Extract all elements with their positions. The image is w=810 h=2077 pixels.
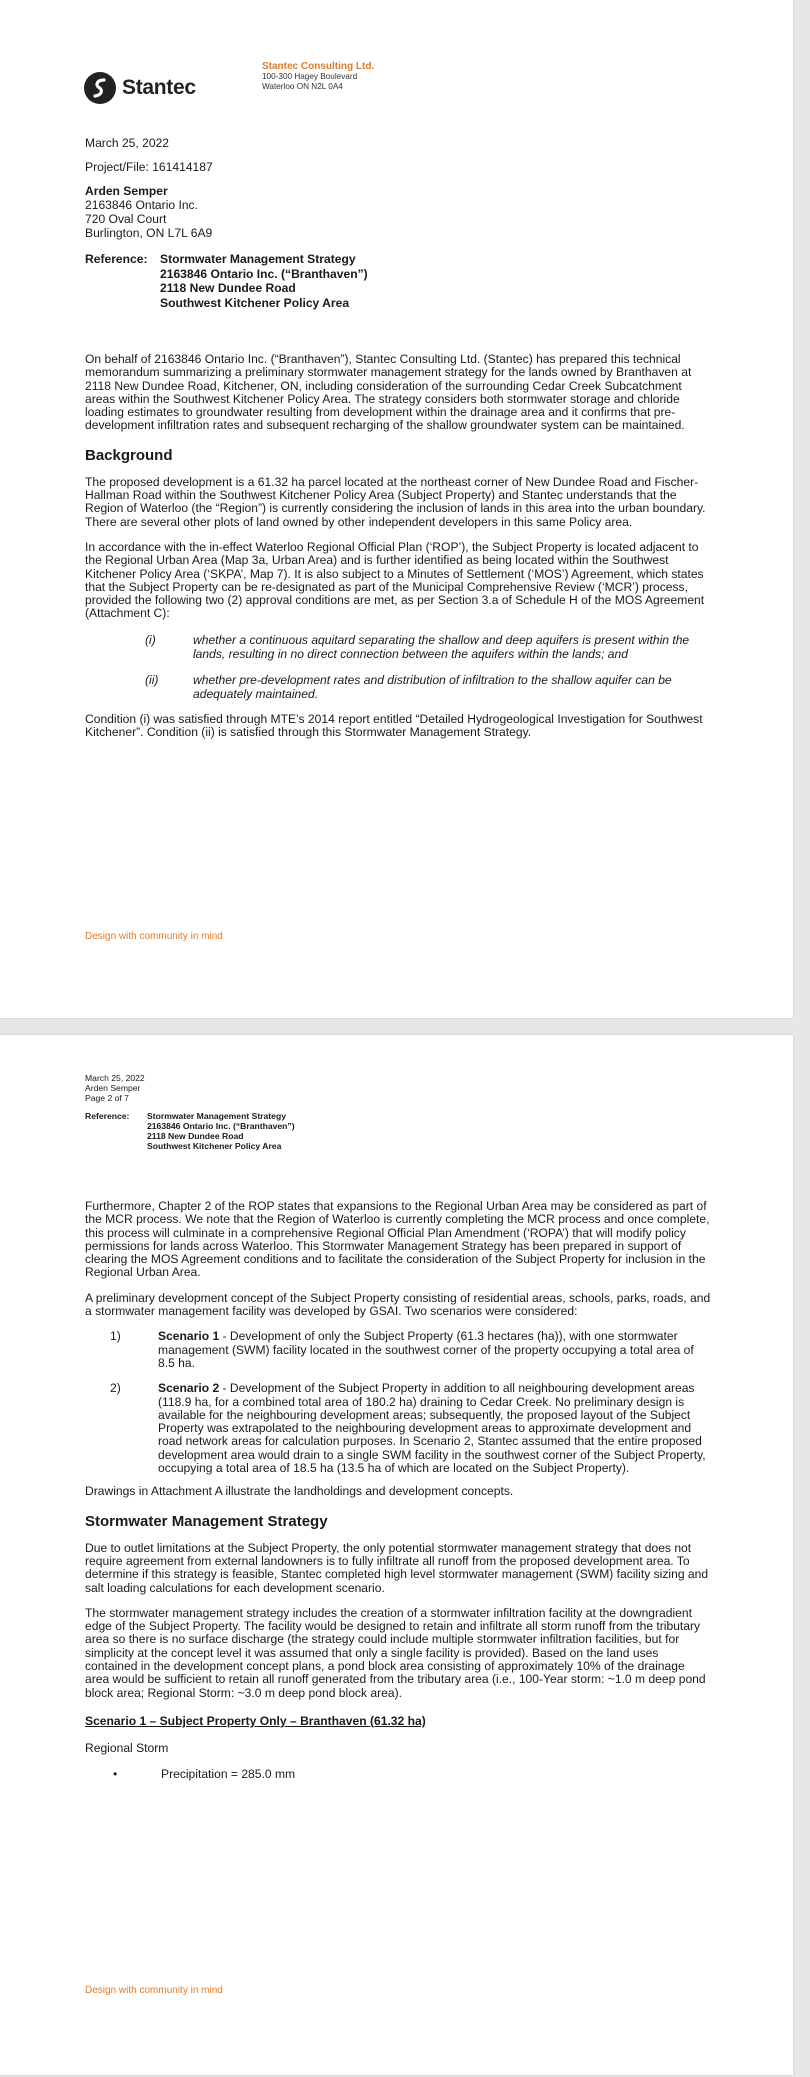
letter-page-1	[0, 0, 793, 1018]
reference-line: 2118 New Dundee Road	[147, 1131, 244, 1142]
reference-line: 2163846 Ontario Inc. (“Branthaven”)	[160, 266, 368, 281]
page-number: Page 2 of 7	[85, 1093, 129, 1104]
swm-heading: Stormwater Management Strategy	[85, 1512, 328, 1530]
bullet-dot: •	[113, 1767, 118, 1782]
page2-reference-block	[85, 1111, 711, 1152]
precipitation-item: Precipitation = 285.0 mm	[161, 1767, 296, 1782]
reference-block	[85, 252, 711, 310]
page2-paragraph-1: Furthermore, Chapter 2 of the ROP states that expansions to the Regional Urban Area may be considered as part of the MCR process. We note that the Region of Waterloo is currently completing the MCR process and once complete, this process will culminate in a comprehensive Regional Official Plan Amendment (‘ROPA’) that will modify policy permissions for lands across Waterloo. This Stormwater Management Strategy has been prepared in support of clearing the MOS Agreement conditions and to facilitate the consideration of the Subject Property for inclusion in the Regional Urban Area.	[85, 1199, 710, 1280]
page2-recipient: Arden Semper	[85, 1083, 141, 1094]
background-paragraph-3: Condition (i) was satisfied through MTE’s 2014 report entitled “Detailed Hydrogeological Investigation for Southwest Kitchener”. Condition (ii) is satisfied through this Stormwater Management Strategy.	[85, 711, 703, 740]
reference-line: Southwest Kitchener Policy Area	[147, 1141, 282, 1152]
scenario-item	[85, 1330, 711, 1370]
condition-number: (ii)	[145, 672, 159, 687]
reference-line: 2118 New Dundee Road	[160, 281, 296, 295]
scenario-title: Scenario 1	[158, 1329, 220, 1344]
page2-paragraph-3: Drawings in Attachment A illustrate the landholdings and development concepts.	[85, 1484, 514, 1499]
scenario-number: 2)	[110, 1381, 121, 1396]
page1-body	[85, 353, 711, 739]
background-paragraph-2: In accordance with the in-effect Waterloo Regional Official Plan (‘ROP’), the Subject Property is located adjacent to the Regional Urban Area (Map 3a, Urban Area) and is further identified as being located within the Southwest Kitchener Policy Area (‘SKPA’, Map 7). It is also subject to a Minutes of Settlement (‘MOS’) Agreement, which states that the Subject Property can be re-designated as part of the Municipal Comprehensive Review (‘MCR’) process, provided the following two (2) approval conditions are met, as per Section 3.a of Schedule H of the MOS Agreement (Attachment C):	[85, 539, 705, 621]
reference-line: 2163846 Ontario Inc. (“Branthaven”)	[147, 1120, 295, 1131]
reference-line: Stormwater Management Strategy	[147, 1110, 286, 1121]
condition-text: whether pre-development rates and distribution of infiltration to the shallow aquifer can be adequately maintained.	[193, 672, 672, 701]
letter-meta	[85, 136, 711, 310]
regional-storm-label: Regional Storm	[85, 1740, 169, 1755]
page2-paragraph-2: A preliminary development concept of the Subject Property consisting of residential areas, schools, parks, roads, and a stormwater management facility was developed by GSAI. Two scenarios were considered:	[85, 1290, 711, 1319]
reference-line: Southwest Kitchener Policy Area	[160, 295, 350, 310]
condition-number: (i)	[145, 632, 156, 647]
project-file: Project/File: 161414187	[85, 160, 213, 174]
company-name: Stantec Consulting Ltd.	[262, 61, 375, 72]
page1-footer: Design with community in mind	[85, 931, 223, 942]
scenario-text: - Development of only the Subject Property (61.3 hectares (ha)), with one stormwater management (SWM) facility located in the southwest corner of the property occupying a total area of 8.5 ha.	[158, 1329, 694, 1370]
letter-page-2	[0, 1035, 793, 2075]
scenario-number: 1)	[110, 1329, 121, 1344]
stantec-logo	[84, 72, 196, 104]
background-paragraph-1: The proposed development is a 61.32 ha parcel located at the northeast corner of New Dundee Road and Fischer-Hallman Road within the Southwest Kitchener Policy Area (Subject Property) and Stantec understands that the Region of Waterloo (the “Region”) is currently considering the inclusion of lands in this area into the urban boundary. There are several other plots of land owned by other independent developers in this same Policy area.	[85, 474, 706, 529]
company-address-line2: Waterloo ON N2L 0A4	[262, 82, 343, 91]
company-address-line1: 100-300 Hagey Boulevard	[262, 72, 358, 81]
logo-text: Stantec	[122, 76, 196, 99]
recipient-address	[85, 184, 711, 240]
company-address-block	[262, 62, 374, 92]
recipient-name: Arden Semper	[85, 184, 168, 198]
page2-date: March 25, 2022	[85, 1073, 145, 1083]
stantec-logo-icon	[84, 72, 116, 104]
scenario-item	[85, 1382, 711, 1475]
recipient-company: 2163846 Ontario Inc.	[85, 198, 198, 212]
reference-line: Stormwater Management Strategy	[160, 252, 356, 266]
page2-body	[85, 1200, 711, 1781]
condition-text: whether a continuous aquitard separating the shallow and deep aquifers is present within the lands, resulting in no direct connection between the aquifers within the lands; and	[193, 632, 690, 661]
scenario1-heading: Scenario 1 – Subject Property Only – Branthaven (61.32 ha)	[85, 1713, 426, 1728]
intro-paragraph: On behalf of 2163846 Ontario Inc. (“Branthaven”), Stantec Consulting Ltd. (Stantec) has prepared this technical memorandum summarizing a preliminary stormwater management strategy for the lands owned by Branthaven at 2118 New Dundee Road, Kitchener, ON, including consideration of the surrounding Cedar Creek Subcatchment areas within the Southwest Kitchener Policy Area. The strategy considers both stormwater storage and chloride loading estimates to groundwater resulting from development within the drainage area and it confirms that pre-development infiltration rates and subsequent recharging of the shallow groundwater system can be maintained.	[85, 352, 692, 433]
recipient-city: Burlington, ON L7L 6A9	[85, 226, 213, 240]
reference-label: Reference:	[85, 252, 148, 266]
condition-item	[85, 633, 711, 661]
swm-paragraph-1: Due to outlet limitations at the Subject Property, the only potential stormwater management strategy that does not require agreement from external landowners is to fully infiltrate all runoff from the proposed development area. To determine if this strategy is feasible, Stantec completed high level stormwater management (SWM) facility sizing and salt loading calculations for each development scenario.	[85, 1540, 709, 1595]
recipient-street: 720 Oval Court	[85, 212, 167, 226]
letter-date: March 25, 2022	[85, 136, 170, 150]
page2-header	[85, 1073, 711, 1151]
scenario-text: - Development of the Subject Property in addition to all neighbouring development areas (118.9 ha, for a combined total area of 180.2 ha) draining to Cedar Creek. No preliminary design is available for the neighbouring development areas; subsequently, the proposed layout of the Subject Property was extrapolated to the neighbouring development areas to approximate development and road network areas for calculation purposes. In Scenario 2, Stantec assumed that the entire proposed development area would drain to a single SWM facility in the southwest corner of the Subject Property, occupying a total area of 18.5 ha (13.5 ha of which are located on the Subject Property).	[158, 1381, 706, 1476]
background-heading: Background	[85, 446, 173, 464]
scenario-title: Scenario 2	[158, 1381, 220, 1396]
swm-paragraph-2: The stormwater management strategy includes the creation of a stormwater infiltration facility at the downgradient edge of the Subject Property. The facility would be designed to retain and infiltrate all storm runoff from the tributary area so there is no surface discharge (the strategy could include multiple stormwater infiltration facilities, but for simplicity at the concept level it was assumed that only a single facility is provided). Based on the land uses contained in the development concept plans, a pond block area consisting of approximately 10% of the drainage area would be sufficient to retain all runoff generated from the tributary area (i.e., 100-Year storm: ~1.0 m deep pond block area; Regional Storm: ~3.0 m deep pond block area).	[85, 1605, 706, 1700]
condition-item	[85, 673, 711, 701]
list-item	[85, 1767, 711, 1781]
reference-label: Reference:	[85, 1110, 130, 1121]
page2-footer: Design with community in mind	[85, 1985, 223, 1996]
